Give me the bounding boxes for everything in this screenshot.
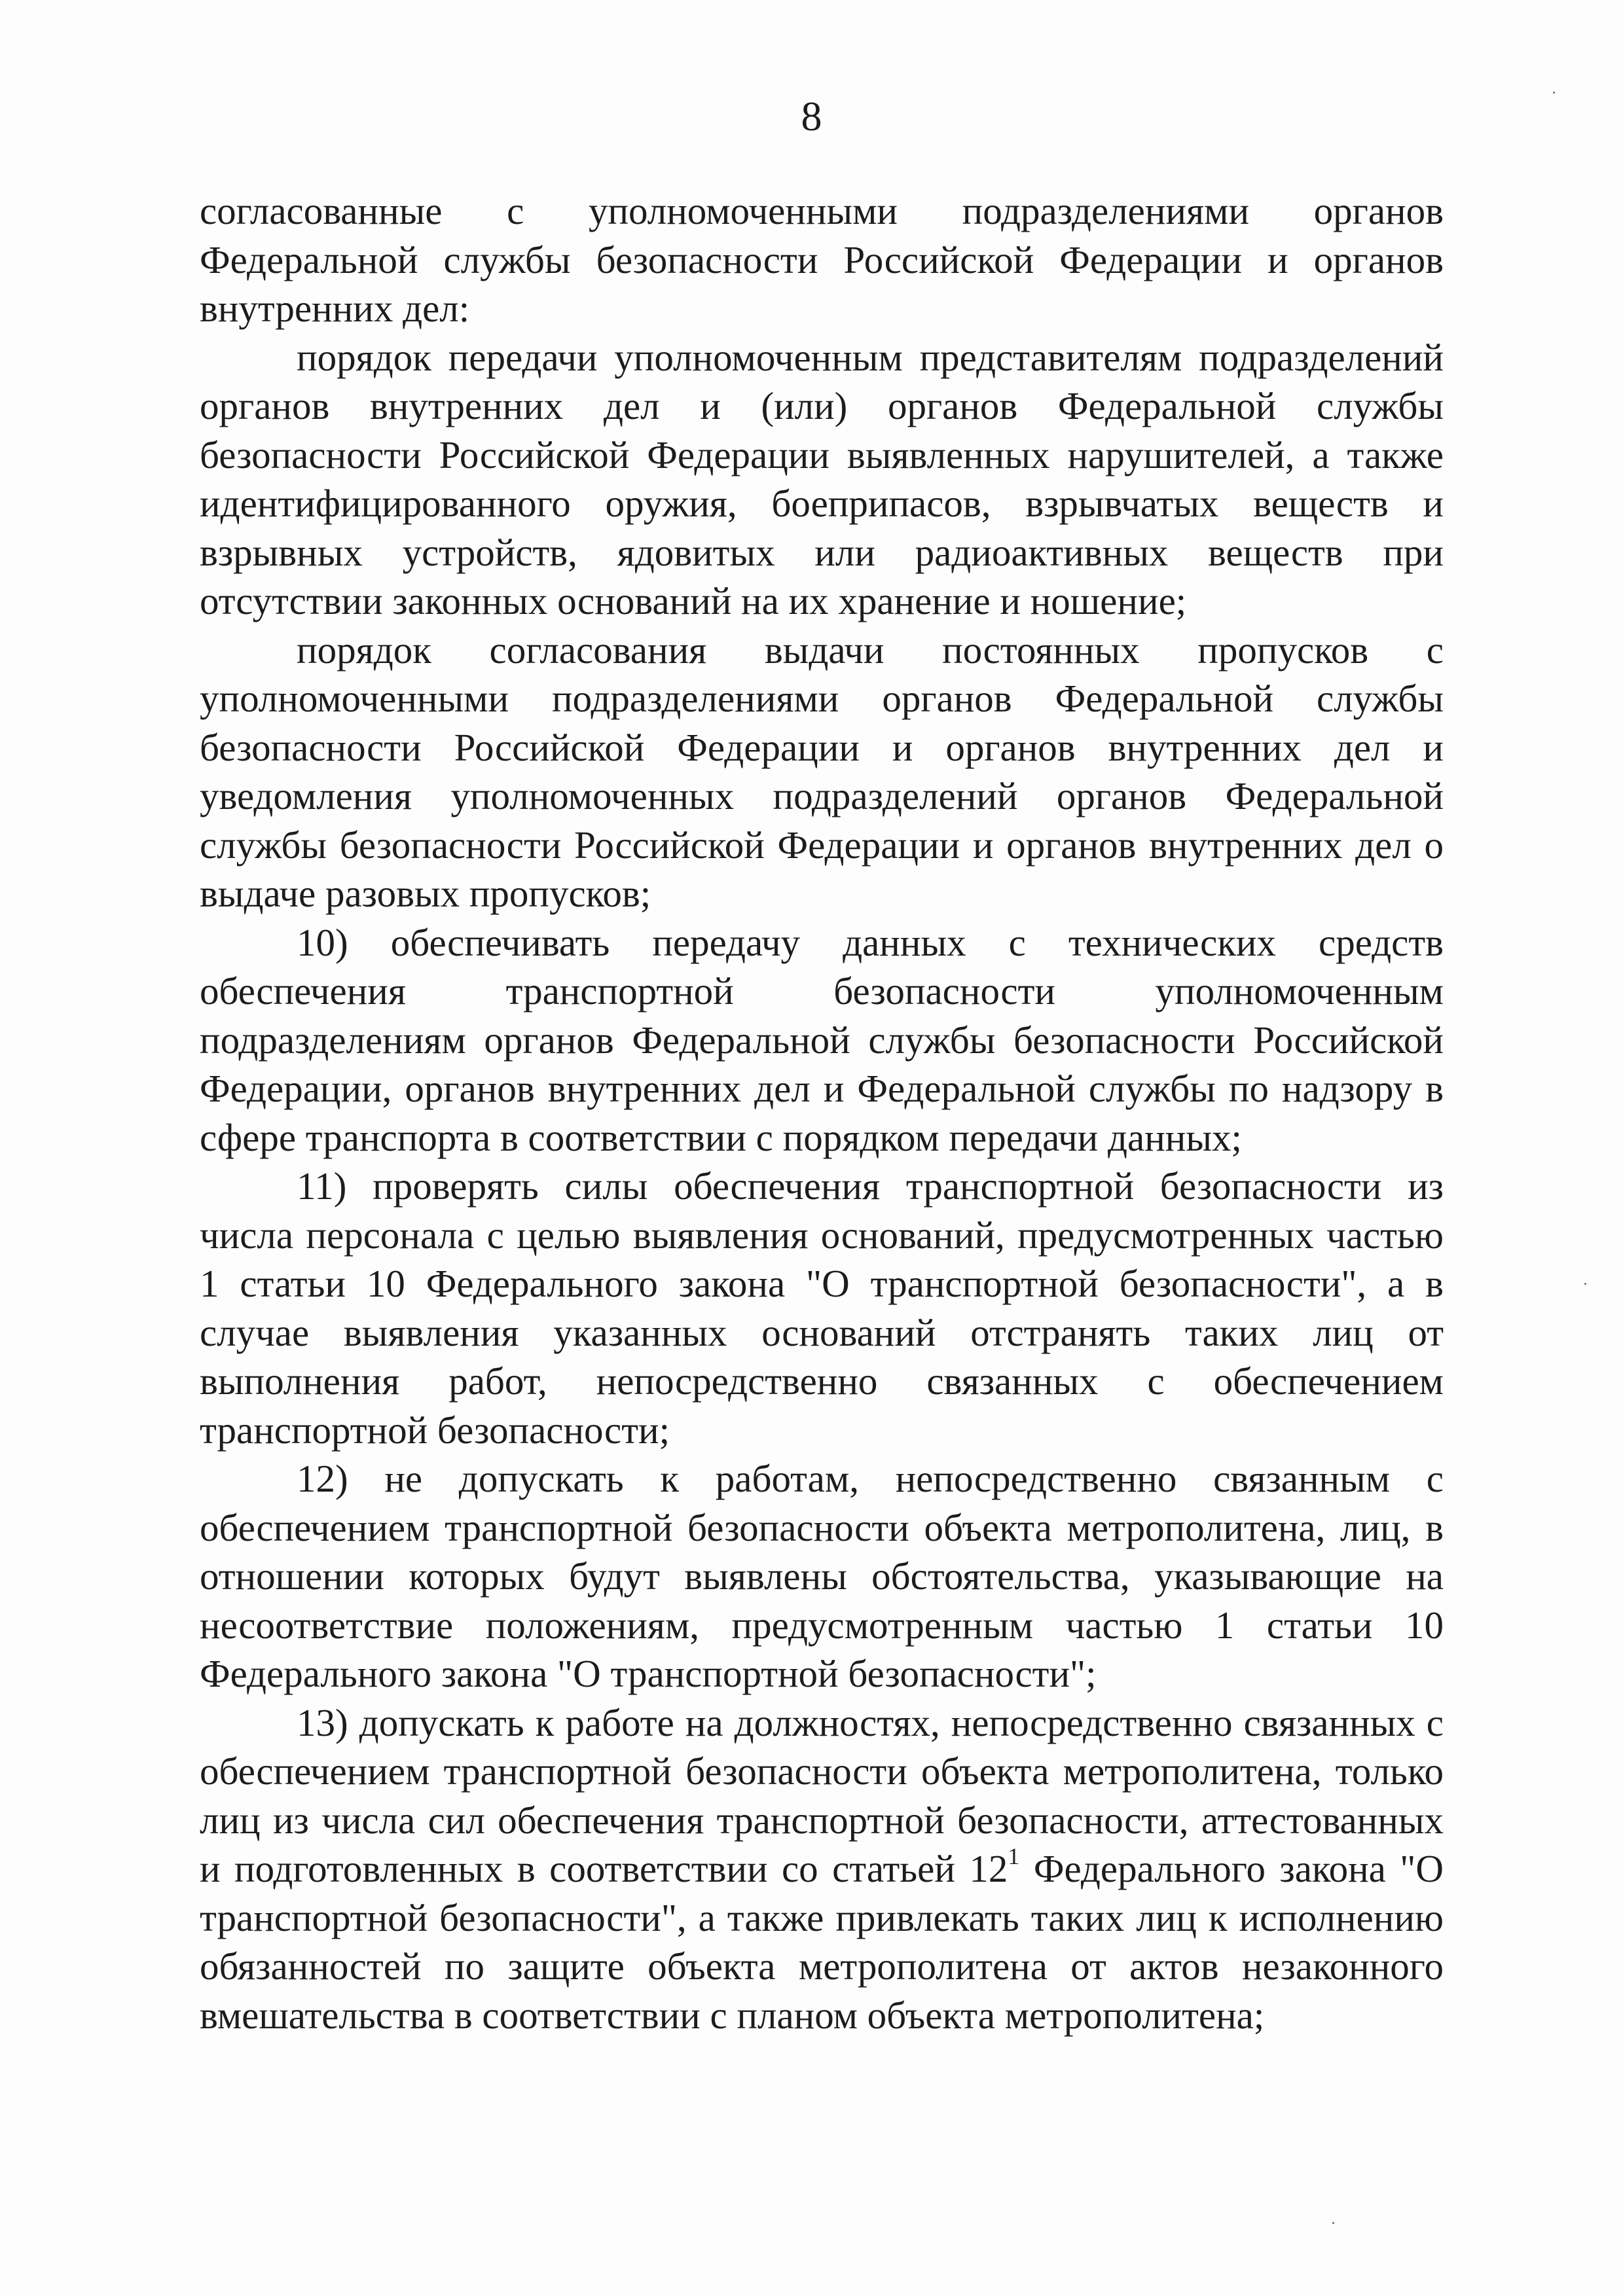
scan-speck bbox=[1553, 92, 1555, 94]
article-superscript: 1 bbox=[1008, 1843, 1020, 1870]
paragraph-intro: согласованные с уполномоченными подразделениями органов Федеральной службы безопасности Российской Федерации и органов внутренних дел: bbox=[200, 189, 1444, 330]
document-body bbox=[200, 187, 1444, 2039]
item-13-text-end: Федерального закона "О транспортной безопасности", а также привлекать таких лиц к исполнению обязанностей по защите объекта метрополитена от актов незаконного вмешательства в соответствии с планом объекта метрополитена; bbox=[200, 1847, 1444, 2037]
scan-speck bbox=[1332, 2222, 1334, 2224]
page-number: 8 bbox=[801, 93, 822, 139]
scan-speck bbox=[1584, 1283, 1586, 1285]
paragraph-item-12: 12) не допускать к работам, непосредственно связанным с обеспечением транспортной безопасности объекта метрополитена, лиц, в отношении которых будут выявлены обстоятельства, указывающие на несоответствие положениям, предусмотренным частью 1 статьи 10 Федерального закона "О транспортной безопасности"; bbox=[200, 1457, 1444, 1695]
paragraph-item-10: 10) обеспечивать передачу данных с технических средств обеспечения транспортной безопасности уполномоченным подразделениям органов Федеральной службы безопасности Российской Федерации, органов внутренних дел и Федеральной службы по надзору в сфере транспорта в соответствии с порядком передачи данных; bbox=[200, 920, 1444, 1159]
item-13-text-start: 13) допускать к работе на должностях, непосредственно связанных с обеспечением транспортной безопасности объекта метрополитена, только лиц из числа сил обеспечения транспортной безопасности, аттестованных и подготовленных в соответствии со статьей 12 bbox=[200, 1700, 1444, 1890]
paragraph-item-11: 11) проверять силы обеспечения транспортной безопасности из числа персонала с целью выявления оснований, предусмотренных частью 1 статьи 10 Федерального закона "О транспортной безопасности", а в случае выявления указанных оснований отстранять таких лиц от выполнения работ, непосредственно связанных с обеспечением транспортной безопасности; bbox=[200, 1164, 1444, 1452]
paragraph-item-13 bbox=[200, 1698, 1444, 2040]
paragraph-pass-procedure: порядок согласования выдачи постоянных пропусков с уполномоченными подразделениями органов Федеральной службы безопасности Российской Федерации и органов внутренних дел и уведомления уполномоченных подразделений органов Федеральной службы безопасности Российской Федерации и органов внутренних дел о выдаче разовых пропусков; bbox=[200, 628, 1444, 915]
paragraph-transfer-procedure: порядок передачи уполномоченным представителям подразделений органов внутренних дел и (или) органов Федеральной службы безопасности Российской Федерации выявленных нарушителей, а также идентифицированного оружия, боеприпасов, взрывчатых веществ и взрывных устройств, ядовитых или радиоактивных веществ при отсутствии законных оснований на их хранение и ношение; bbox=[200, 335, 1444, 622]
